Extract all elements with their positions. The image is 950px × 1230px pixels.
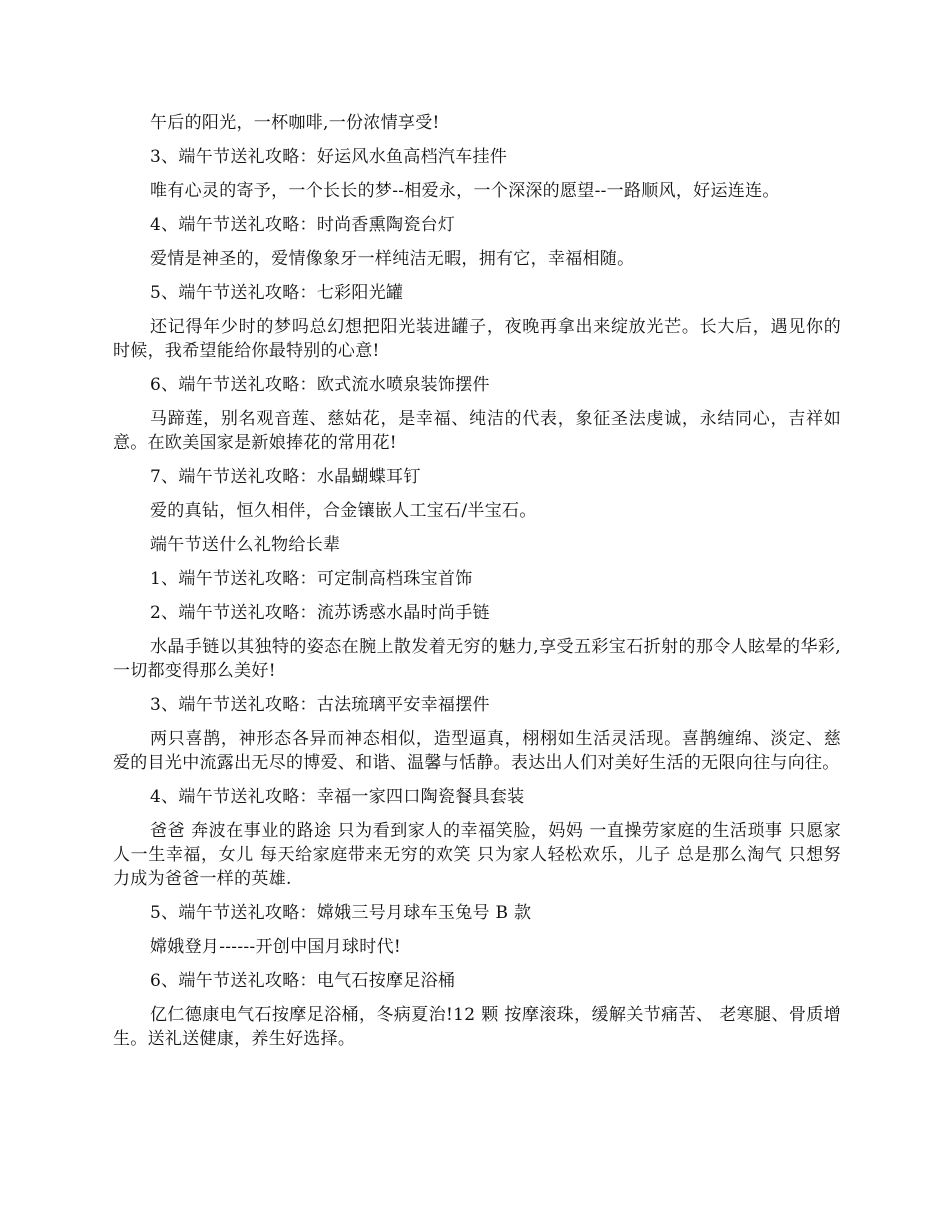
section-title: 端午节送什么礼物给长辈: [150, 535, 341, 555]
section-heading: 5、端午节送礼攻略：七彩阳光罐: [150, 283, 404, 303]
paragraph: 亿仁德康电气石按摩足浴桶，冬病夏治!12 颗 按摩滚珠，缓解关节痛苦、 老寒腿、骨质增生。送礼送健康，养生好选择。: [113, 1005, 841, 1049]
paragraph: 午后的阳光，一杯咖啡,一份浓情享受!: [150, 113, 440, 133]
paragraph: 马蹄莲，别名观音莲、慈姑花，是幸福、纯洁的代表，象征圣法虔诚，永结同心，吉祥如意。在欧美国家是新娘捧花的常用花!: [113, 409, 841, 453]
paragraph: 嫦娥登月------开创中国月球时代!: [150, 937, 401, 957]
section-heading: 1、端午节送礼攻略：可定制高档珠宝首饰: [150, 569, 473, 589]
section-heading: 3、端午节送礼攻略：古法琉璃平安幸福摆件: [150, 695, 490, 715]
section-heading: 3、端午节送礼攻略：好运风水鱼高档汽车挂件: [150, 147, 508, 167]
paragraph: 还记得年少时的梦吗总幻想把阳光装进罐子，夜晚再拿出来绽放光芒。长大后，遇见你的时候，我希望能给你最特别的心意!: [113, 317, 841, 361]
section-heading: 4、端午节送礼攻略：幸福一家四口陶瓷餐具套装: [150, 787, 525, 807]
section-heading: 7、端午节送礼攻略：水晶蝴蝶耳钉: [150, 467, 421, 487]
paragraph: 水晶手链以其独特的姿态在腕上散发着无穷的魅力,享受五彩宝石折射的那令人眩晕的华彩,一切都变得那么美好!: [113, 637, 841, 681]
paragraph: 两只喜鹊，神形态各异而神态相似，造型逼真，栩栩如生活灵活现。喜鹊缠绵、淡定、慈爱的目光中流露出无尽的博爱、和谐、温馨与恬静。表达出人们对美好生活的无限向往与向往。: [113, 729, 841, 773]
paragraph: 唯有心灵的寄予，一个长长的梦--相爱永，一个深深的愿望--一路顺风，好运连连。: [150, 181, 780, 201]
paragraph: 爸爸 奔波在事业的路途 只为看到家人的幸福笑脸，妈妈 一直操劳家庭的生活琐事 只愿家人一生幸福，女儿 每天给家庭带来无穷的欢笑 只为家人轻松欢乐，儿子 总是那么淘气 只想努力成为爸爸一样的英雄.: [113, 821, 841, 889]
paragraph: 爱情是神圣的，爱情像象牙一样纯洁无暇，拥有它，幸福相随。: [150, 249, 635, 269]
section-heading: 4、端午节送礼攻略：时尚香熏陶瓷台灯: [150, 215, 456, 235]
paragraph: 爱的真钻，恒久相伴，合金镶嵌人工宝石/半宝石。: [150, 501, 537, 521]
document-body: [113, 111, 841, 1061]
section-heading: 2、端午节送礼攻略：流苏诱惑水晶时尚手链: [150, 603, 490, 623]
section-heading: 5、端午节送礼攻略：嫦娥三号月球车玉兔号 B 款: [150, 903, 532, 923]
section-heading: 6、端午节送礼攻略：欧式流水喷泉装饰摆件: [150, 375, 490, 395]
section-heading: 6、端午节送礼攻略：电气石按摩足浴桶: [150, 971, 456, 991]
